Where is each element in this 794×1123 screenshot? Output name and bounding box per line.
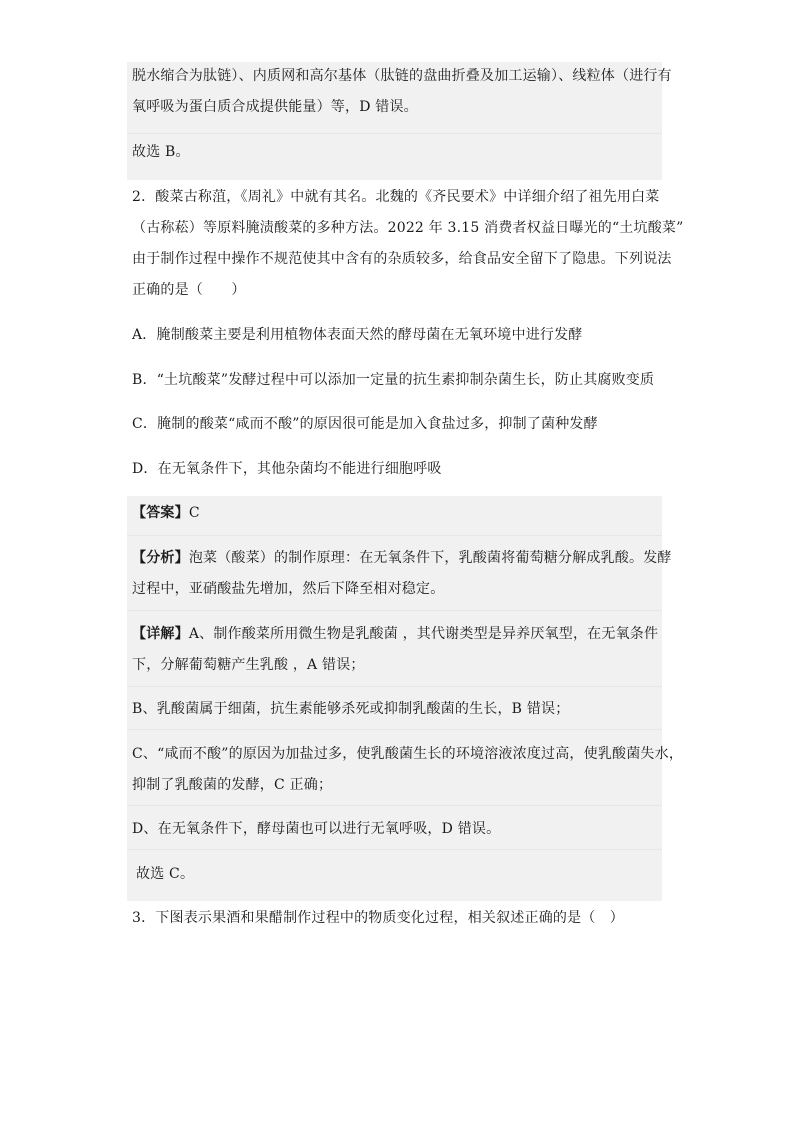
divider [127, 610, 662, 611]
answer-line [132, 503, 200, 523]
detail-text: A、制作酸菜所用微生物是乳酸菌 ，其代谢类型是异养厌氧型，在无氧条件 [188, 626, 659, 642]
analysis-line: 过程中，亚硝酸盐先增加，然后下降至相对稳定。 [132, 581, 445, 597]
question-stem-line: 2．酸菜古称菹，《周礼》中就有其名。北魏的《齐民要术》中详细介绍了祖先用白菜 [132, 189, 660, 205]
divider [127, 535, 662, 536]
detail-line: D、在无氧条件下，酵母菌也可以进行无氧呼吸，D 错误。 [132, 821, 501, 837]
answer-tag: 【答案】 [132, 505, 189, 521]
option-a: A．腌制酸菜主要是利用植物体表面天然的酵母菌在无氧环境中进行发酵 [132, 327, 583, 343]
detail-line: C、“咸而不酸”的原因为加盐过多，使乳酸菌生长的环境溶液浓度过高，使乳酸菌失水， [132, 746, 684, 762]
prev-explanation-line: 氧呼吸为蛋白质合成提供能量）等，D 错误。 [132, 99, 418, 115]
detail-line: 下，分解葡萄糖产生乳酸 ，A 错误； [132, 657, 365, 673]
detail-line: 抑制了乳酸菌的发酵，C 正确； [132, 777, 333, 793]
divider [127, 729, 662, 730]
analysis-tag: 【分析】 [132, 550, 189, 566]
divider [127, 849, 662, 850]
analysis-line [132, 548, 672, 568]
question-stem-line: 由于制作过程中操作不规范使其中含有的杂质较多，给食品安全留下了隐患。下列说法 [132, 251, 672, 267]
prev-conclusion: 故选 B。 [132, 144, 190, 160]
divider [127, 805, 662, 806]
question-stem-line: 正确的是（ ） [132, 282, 246, 298]
option-b: B．“土坑酸菜”发酵过程中可以添加一定量的抗生素抑制杂菌生长，防止其腐败变质 [132, 372, 655, 388]
option-c: C．腌制的酸菜“咸而不酸”的原因很可能是加入食盐过多，抑制了菌种发酵 [132, 416, 598, 432]
option-d: D．在无氧条件下，其他杂菌均不能进行细胞呼吸 [132, 461, 442, 477]
divider [127, 686, 662, 687]
detail-conclusion: 故选 C。 [136, 866, 195, 882]
prev-explanation-line: 脱水缩合为肽链）、内质网和高尔基体（肽链的盘曲折叠及加工运输）、线粒体（进行有 [132, 68, 672, 84]
question-stem-line: （古称菘）等原料腌渍酸菜的多种方法。2022 年 3.15 消费者权益日曝光的“土坑酸菜” [132, 220, 684, 236]
detail-line [132, 624, 658, 644]
detail-tag: 【详解】 [132, 626, 189, 642]
divider [127, 133, 662, 134]
analysis-text: 泡菜（酸菜）的制作原理：在无氧条件下，乳酸菌将葡萄糖分解成乳酸。发酵 [188, 550, 672, 566]
detail-line: B、乳酸菌属于细菌，抗生素能够杀死或抑制乳酸菌的生长，B 错误； [132, 701, 570, 717]
question-stem-line: 3．下图表示果酒和果醋制作过程中的物质变化过程，相关叙述正确的是（ ） [132, 910, 624, 926]
answer-value: C [188, 505, 200, 521]
